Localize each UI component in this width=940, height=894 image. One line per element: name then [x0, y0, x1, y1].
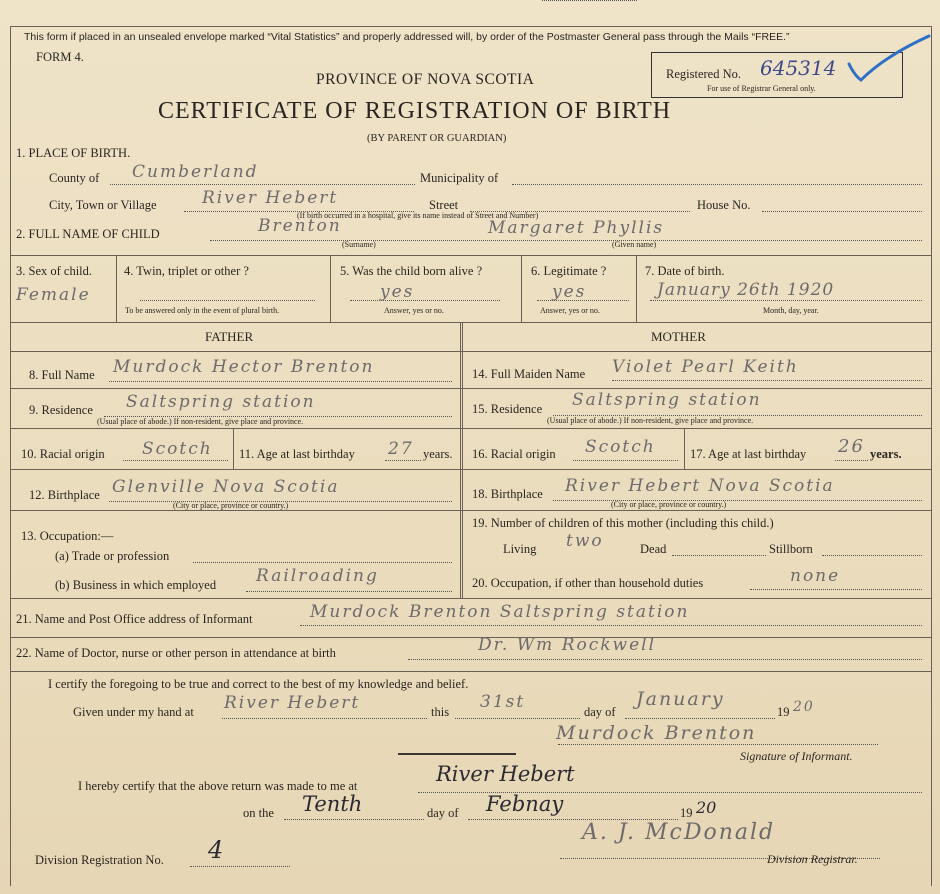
- mother-res-label: 15. Residence: [472, 402, 543, 416]
- registered-number: 645314: [760, 56, 837, 80]
- living-line: [542, 0, 637, 1]
- given-place-value: River Hebert: [224, 693, 361, 713]
- business-line: [246, 591, 452, 592]
- father-bp-note: (City or place, province or country.): [173, 501, 289, 510]
- mother-name-line: [612, 380, 922, 381]
- mother-name-value: Violet Pearl Keith: [612, 357, 799, 377]
- free-notice: This form if placed in an unsealed envelope marked “Vital Statistics” and properly addressed will, by order of the Postmaster General pass through the Mails “FREE.”: [24, 31, 790, 43]
- alive-note: Answer, yes or no.: [384, 306, 444, 315]
- county-value: Cumberland: [132, 162, 259, 182]
- father-heading: FATHER: [205, 329, 254, 344]
- city-label: City, Town or Village: [49, 198, 157, 212]
- division-label: Division Registration No.: [35, 853, 164, 867]
- informant-value: Murdock Brenton Saltspring station: [310, 602, 690, 622]
- house-label: House No.: [697, 198, 751, 212]
- year-value: 20: [793, 699, 815, 715]
- page-subtitle: (BY PARENT OR GUARDIAN): [367, 133, 507, 144]
- month-line: [625, 718, 775, 719]
- row-divider: [10, 671, 932, 672]
- col-divider: [330, 255, 331, 322]
- checkmark-icon: [845, 30, 933, 84]
- mother-bp-note: (City or place, province or country.): [611, 500, 727, 509]
- registrar-year-value: 20: [696, 798, 717, 817]
- father-bp-label: 12. Birthplace: [29, 488, 100, 502]
- dob-note: Month, day, year.: [763, 306, 819, 315]
- right-border: [931, 26, 932, 886]
- municipality-label: Municipality of: [420, 171, 499, 185]
- registrar-signature: A. J. McDonald: [582, 820, 776, 845]
- row-divider: [10, 322, 932, 323]
- certify-statement: I certify the foregoing to be true and correct to the best of my knowledge and belief.: [48, 677, 469, 691]
- father-name-label: 8. Full Name: [29, 368, 95, 382]
- sex-label: 3. Sex of child.: [16, 264, 93, 278]
- col-divider: [521, 255, 522, 322]
- row-divider: [10, 255, 932, 256]
- trade-label: (a) Trade or profession: [55, 549, 170, 563]
- mother-age-line: [835, 460, 868, 461]
- child-given-name: Margaret Phyllis: [488, 218, 665, 238]
- municipality-line: [512, 184, 922, 185]
- registrar-day-of-label: day of: [427, 806, 459, 820]
- mother-bp-line: [553, 500, 922, 501]
- child-name-label: 2. FULL NAME OF CHILD: [16, 227, 160, 241]
- father-age-label: 11. Age at last birthday: [239, 447, 355, 461]
- city-value: River Hebert: [202, 188, 339, 208]
- mother-name-label: 14. Full Maiden Name: [472, 367, 586, 381]
- mother-occ-label: 20. Occupation, if other than household duties: [472, 576, 704, 590]
- father-occ-label: 13. Occupation:—: [21, 529, 114, 543]
- on-the-label: on the: [243, 806, 274, 820]
- living-value: two: [566, 531, 604, 551]
- informant-label: 21. Name and Post Office address of Informant: [16, 612, 253, 626]
- mother-res-value: Saltspring station: [572, 390, 762, 410]
- row-divider: [10, 428, 932, 429]
- father-res-note: (Usual place of abode.) If non-resident, give place and province.: [97, 417, 304, 426]
- given-place-line: [222, 718, 427, 719]
- parent-divider: [462, 322, 463, 598]
- dead-label: Dead: [640, 542, 667, 556]
- registrar-month-value: Febnay: [486, 792, 564, 816]
- house-line: [762, 211, 922, 212]
- mother-age-unit: years.: [870, 447, 902, 461]
- mother-age-value: 26: [838, 436, 865, 457]
- mother-race-line: [573, 460, 678, 461]
- mother-race-value: Scotch: [585, 437, 656, 457]
- father-age-line: [385, 460, 421, 461]
- day-of-label: day of: [584, 705, 616, 719]
- parent-divider: [460, 322, 461, 598]
- registrar-caption: Division Registrar.: [767, 852, 858, 866]
- registrar-day-value: Tenth: [302, 792, 363, 816]
- mother-res-note: (Usual place of abode.) If non-resident, give place and province.: [547, 416, 754, 425]
- mother-bp-value: River Hebert Nova Scotia: [565, 476, 835, 496]
- stillborn-label: Stillborn: [769, 542, 813, 556]
- province-heading: PROVINCE OF NOVA SCOTIA: [316, 71, 535, 88]
- registrar-day-line: [284, 819, 424, 820]
- stillborn-line: [822, 555, 922, 556]
- father-res-value: Saltspring station: [126, 392, 316, 412]
- registered-label: Registered No.: [666, 67, 741, 81]
- twin-note: To be answered only in the event of plural birth.: [125, 306, 280, 315]
- sex-value: Female: [16, 285, 91, 305]
- alive-label: 5. Was the child born alive ?: [340, 264, 483, 278]
- mother-heading: MOTHER: [651, 329, 706, 344]
- row-divider: [10, 351, 932, 352]
- year-prefix: 19: [777, 705, 790, 719]
- father-race-label: 10. Racial origin: [21, 447, 105, 461]
- top-border: [10, 26, 932, 27]
- business-value: Railroading: [256, 566, 379, 586]
- mother-race-label: 16. Racial origin: [472, 447, 556, 461]
- legit-note: Answer, yes or no.: [540, 306, 600, 315]
- page-title: CERTIFICATE OF REGISTRATION OF BIRTH: [158, 98, 672, 124]
- father-res-label: 9. Residence: [29, 403, 93, 417]
- doctor-line: [408, 659, 922, 660]
- father-name-line: [109, 381, 452, 382]
- father-race-value: Scotch: [142, 439, 213, 459]
- legit-value: yes: [552, 282, 587, 302]
- separator-rule: [398, 753, 516, 755]
- child-surname: Brenton: [258, 216, 342, 236]
- col-divider: [636, 255, 637, 322]
- row-divider: [10, 637, 932, 638]
- row-divider: [10, 469, 932, 470]
- col-divider: [116, 255, 117, 322]
- twin-label: 4. Twin, triplet or other ?: [124, 264, 249, 278]
- day-line: [455, 718, 580, 719]
- month-value: January: [636, 688, 725, 710]
- street-label: Street: [429, 198, 459, 212]
- col-divider: [233, 428, 234, 469]
- dead-line: [672, 555, 766, 556]
- given-label: Given under my hand at: [73, 705, 194, 719]
- business-label: (b) Business in which employed: [55, 578, 217, 592]
- twin-line: [140, 300, 315, 301]
- place-of-birth-heading: 1. PLACE OF BIRTH.: [16, 146, 131, 160]
- hospital-note: (If birth occurred in a hospital, give its name instead of Street and Number): [297, 211, 539, 220]
- row-divider: [10, 388, 932, 389]
- alive-line: [350, 300, 500, 301]
- father-age-unit: years.: [423, 447, 453, 461]
- child-name-line: [210, 240, 922, 241]
- registrar-place-value: River Hebert: [436, 762, 575, 786]
- day-value: 31st: [480, 692, 526, 712]
- father-name-value: Murdock Hector Brenton: [113, 357, 375, 377]
- registrar-note: For use of Registrar General only.: [707, 84, 816, 93]
- father-bp-value: Glenville Nova Scotia: [112, 477, 340, 497]
- informant-signature: Murdock Brenton: [556, 722, 757, 744]
- dob-value: January 26th 1920: [657, 280, 835, 300]
- alive-value: yes: [380, 282, 415, 302]
- father-race-line: [123, 460, 228, 461]
- county-label: County of: [49, 171, 100, 185]
- informant-signature-line: [558, 744, 878, 745]
- living-label: Living: [503, 542, 537, 556]
- given-caption: (Given name): [612, 240, 657, 249]
- registrar-statement: I hereby certify that the above return was made to me at: [78, 779, 358, 793]
- this-label: this: [431, 705, 450, 719]
- left-border: [10, 26, 11, 886]
- mother-age-label: 17. Age at last birthday: [690, 447, 807, 461]
- informant-caption: Signature of Informant.: [740, 749, 853, 763]
- division-line: [190, 866, 290, 867]
- children-label: 19. Number of children of this mother (including this child.): [472, 516, 774, 530]
- trade-line: [193, 562, 452, 563]
- surname-caption: (Surname): [342, 240, 376, 249]
- registrar-year-prefix: 19: [680, 806, 693, 820]
- mother-occ-line: [750, 589, 922, 590]
- dob-line: [650, 300, 922, 301]
- division-value: 4: [208, 836, 224, 864]
- form-number: FORM 4.: [36, 50, 84, 64]
- father-age-value: 27: [388, 439, 414, 459]
- county-line: [110, 184, 415, 185]
- informant-line: [300, 625, 922, 626]
- mother-bp-label: 18. Birthplace: [472, 487, 543, 501]
- row-divider: [10, 598, 932, 599]
- col-divider: [684, 428, 685, 469]
- mother-occ-value: none: [790, 566, 841, 586]
- row-divider: [10, 510, 932, 511]
- doctor-label: 22. Name of Doctor, nurse or other person in attendance at birth: [16, 646, 336, 660]
- doctor-value: Dr. Wm Rockwell: [478, 635, 657, 655]
- legit-label: 6. Legitimate ?: [531, 264, 607, 278]
- dob-label: 7. Date of birth.: [645, 264, 725, 278]
